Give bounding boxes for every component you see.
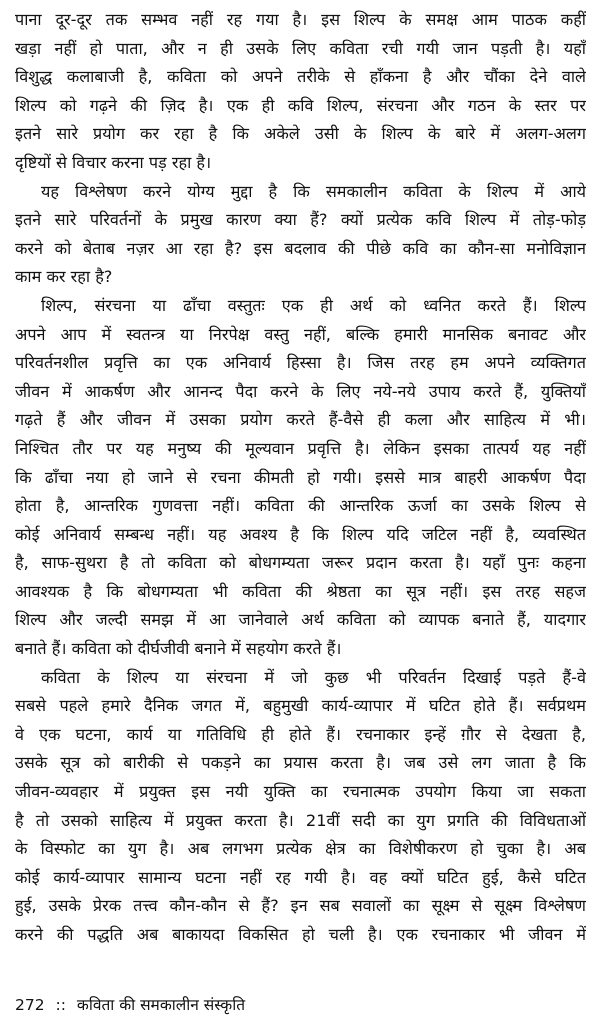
text-line: दृष्टियों से विचार करना पड़ रहा है। — [15, 152, 212, 172]
text-line: है, साफ-सुथरा है तो कविता को बोधगम्यता जरूर प्रदान करता है। यहाँ पुनः कहना — [15, 553, 586, 573]
text-line: जीवन में आकर्षण और आनन्द पैदा करने के लिए नये-नये उपाय करते हैं, युक्तियाँ — [15, 381, 586, 401]
text-line: करने की पद्धति अब बाकायदा विकसित हो चली है। एक रचनाकार भी जीवन में — [15, 925, 586, 944]
text-line: खड़ा नहीं हो पाता, और न ही उसके लिए कविता रची गयी जान पड़ती है। यहाँ — [15, 38, 586, 58]
text-line: शिल्प को गढ़ने की ज़िद है। एक ही कवि शिल्प, संरचना और गठन के स्तर पर — [15, 95, 586, 115]
text-line: इतने सारे परिवर्तनों के प्रमुख कारण क्या हैं? क्यों प्रत्येक कवि शिल्प में तोड़-फोड़ — [15, 210, 586, 230]
text-line: परिवर्तनशील प्रवृत्ति का एक अनिवार्य हिस्सा है। जिस तरह हम अपने व्यक्तिगत — [15, 353, 586, 373]
page-footer — [15, 994, 251, 1016]
text-line: विशुद्ध कलाबाजी है, कविता को अपने तरीके से हाँकना है और चौंका देने वाले — [15, 67, 586, 87]
text-line: कोई अनिवार्य सम्बन्ध नहीं। यह अवश्य है कि शिल्प यदि जटिल नहीं है, व्यवस्थित — [15, 524, 586, 544]
text-line: काम कर रहा है? — [15, 267, 113, 287]
text-line: हुई, उसके प्रेरक तत्त्व कौन-कौन से हैं? इन सब सवालों का सूक्ष्म से सूक्ष्म विश्लेषण — [15, 896, 586, 916]
text-line: कोई कार्य-व्यापार सामान्य घटना नहीं रह गयी है। वह क्यों घटित हुई, कैसे घटित — [15, 867, 586, 887]
text-line: कि ढाँचा नया हो जाने से रचना कीमती हो गयी। इससे मात्र बाहरी आकर्षण पैदा — [15, 467, 586, 487]
paragraph-start-line: कविता के शिल्प या संरचना में जो कुछ भी परिवर्तन दिखाई पड़ते हैं-वे — [41, 667, 586, 687]
running-title: कविता की समकालीन संस्कृति — [76, 996, 246, 1014]
text-line: पाना दूर-दूर तक सम्भव नहीं रह गया है। इस शिल्प के समक्ष आम पाठक कहीं — [15, 10, 586, 29]
text-line: जीवन-व्यवहार में प्रयुक्त इस नयी युक्ति का रचनात्मक उपयोग किया जा सकता — [15, 782, 586, 802]
text-line: इतने सारे प्रयोग कर रहा है कि अकेले उसी के शिल्प के बारे में अलग-अलग — [15, 124, 586, 144]
text-line: उसके सूत्र को बारीकी से पकड़ने का प्रयास करता है। जब उसे लग जाता है कि — [15, 753, 586, 773]
text-line: शिल्प और जल्दी समझ में आ जानेवाले अर्थ कविता को व्यापक बनाते हैं, यादगार — [15, 610, 586, 630]
text-line: अपने आप में स्वतन्त्र या निरपेक्ष वस्तु नहीं, बल्कि हमारी मानसिक बनावट और — [15, 324, 586, 344]
footer-separator: :: — [55, 996, 66, 1014]
body-text — [15, 6, 586, 950]
page-number: 272 — [15, 996, 45, 1014]
text-line: करने को बेताब नज़र आ रहा है? इस बदलाव की पीछे कवि का कौन-सा मनोविज्ञान — [15, 238, 586, 258]
text-line: सबसे पहले हमारे दैनिक जगत में, बहुमुखी कार्य-व्यापार में घटित होते हैं। सर्वप्रथम — [15, 696, 586, 716]
text-line: के विस्फोट का युग है। अब लगभग प्रत्येक क्षेत्र का विशेषीकरण हो चुका है। अब — [15, 839, 586, 859]
text-line: गढ़ते हैं और जीवन में उसका प्रयोग करते हैं-वैसे ही कला और साहित्य में भी। — [15, 410, 586, 430]
text-line: बनाते हैं। कविता को दीर्घजीवी बनाने में सहयोग करते हैं। — [15, 639, 342, 659]
text-line: निश्चित तौर पर यह मनुष्य की मूल्यवान प्रवृत्ति है। लेकिन इसका तात्पर्य यह नहीं — [15, 438, 586, 458]
text-line: होता है, आन्तरिक गुणवत्ता नहीं। कविता की आन्तरिक ऊर्जा का उसके शिल्प से — [15, 496, 586, 516]
paragraph-start-line: शिल्प, संरचना या ढाँचा वस्तुतः एक ही अर्थ को ध्वनित करते हैं। शिल्प — [41, 295, 586, 315]
text-line: आवश्यक है कि बोधगम्यता भी कविता की श्रेष्ठता का सूत्र नहीं। इस तरह सहज — [15, 581, 586, 601]
paragraph-start-line: यह विश्लेषण करने योग्य मुद्दा है कि समकालीन कविता के शिल्प में आये — [41, 181, 586, 201]
text-line: है तो उसको साहित्य में प्रयुक्त करता है। 21वीं सदी का युग प्रगति की विविधताओं — [15, 810, 586, 830]
text-line: वे एक घटना, कार्य या गतिविधि ही होते हैं। रचनाकार इन्हें ग़ौर से देखता है, — [15, 724, 586, 744]
